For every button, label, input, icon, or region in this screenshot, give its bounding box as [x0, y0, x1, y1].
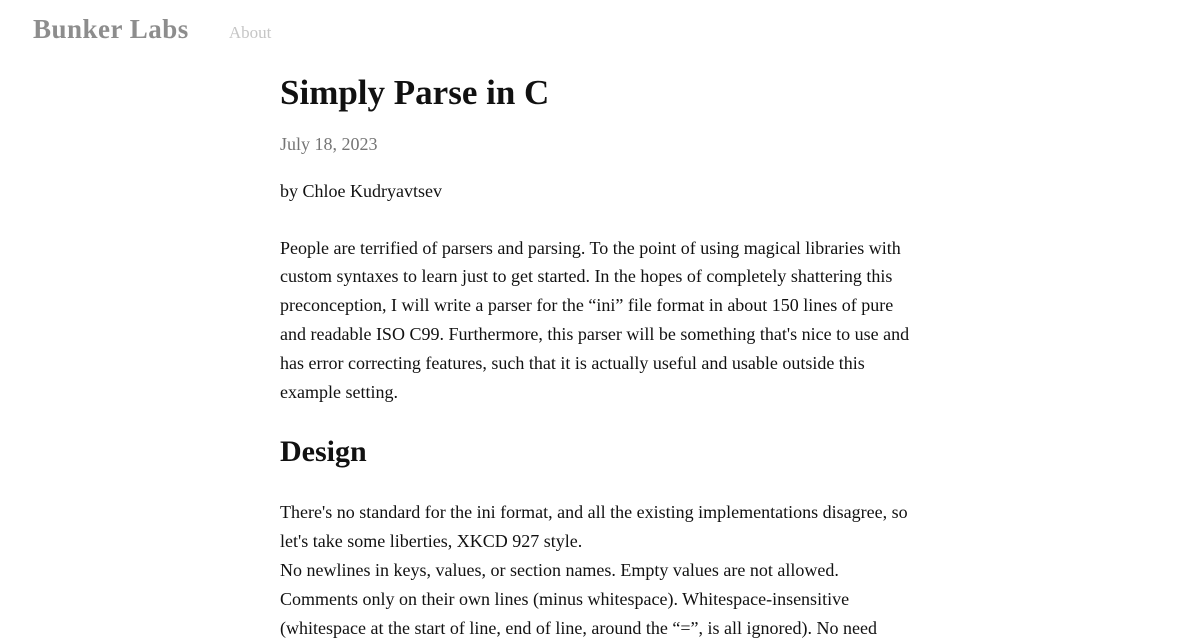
section-heading-design: Design: [280, 435, 367, 469]
article-intro-paragraph: People are terrified of parsers and parsing. To the point of using magical libraries with custom syntaxes to learn just to get started. In the hopes of completely shattering this preconception, I will write a parser for the “ini” file format in about 150 lines of pure and readable ISO C99. Furthermore, this parser will be something that's nice to use and has error correcting features, such that it is actually useful and usable outside this example setting.: [280, 237, 910, 402]
article-date: July 18, 2023: [280, 134, 378, 154]
section-body-design: There's no standard for the ini format, and all the existing implementations disagree, so let's take some liberties, XKCD 927 style. No newlines in keys, values, or section names. Empty values are not allowed. Comments only on their own lines (minus whitespace). Whitespace-insensitive (whitespace at the start of line, end of line, around the “=”, is all ignored). No need: [280, 502, 908, 638]
nav-link-about[interactable]: About: [228, 23, 272, 42]
article-title: Simply Parse in C: [280, 73, 550, 112]
article-byline: by Chloe Kudryavtsev: [280, 180, 442, 201]
article: [280, 72, 920, 642]
site-brand-link[interactable]: Bunker Labs: [33, 14, 189, 44]
site-nav: [193, 25, 272, 42]
site-header: [0, 0, 1200, 45]
